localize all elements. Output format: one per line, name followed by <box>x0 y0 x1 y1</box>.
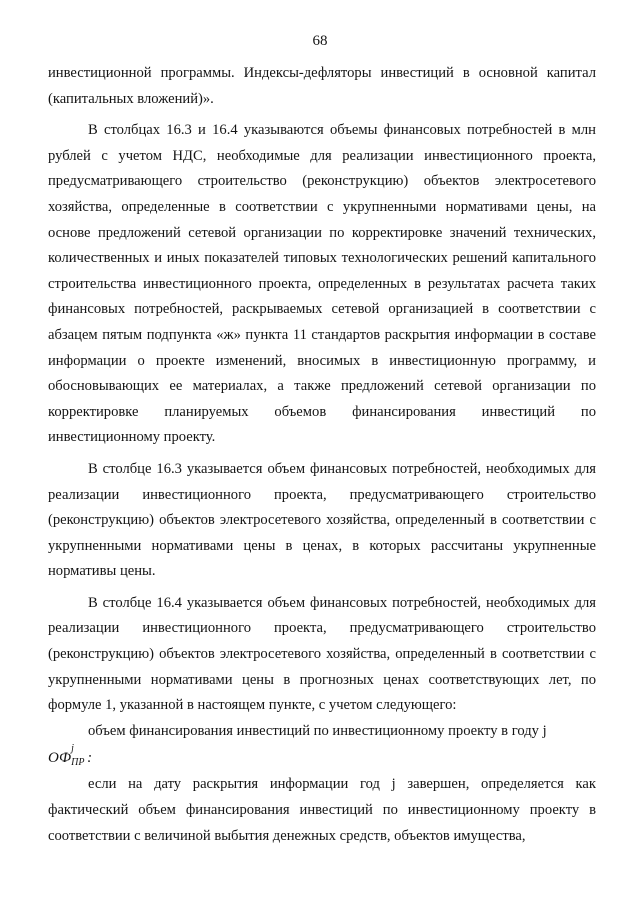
formula-subscript: ПР <box>71 757 85 769</box>
formula-of-pr <box>48 744 596 772</box>
paragraph-columns-16-3-16-4: В столбцах 16.3 и 16.4 указываются объемы финансовых потребностей в млн рублей с учетом НДС, необходимые для реализации инвестиционного проекта, предусматривающего строительство (реконструкцию) объектов электросетевого хозяйства, определенные в соответствии с укрупненными нормативами цены, на основе предложений сетевой организации по корректировке значений технических, количественных и иных показателей типовых технологических решений капитального строительства инвестиционного проекта, определенных в результатах расчета таких финансовых потребностей, раскрываемых сетевой организацией в соответствии с абзацем пятым подпункта «ж» пункта 11 стандартов раскрытия информации в составе информации о проекте изменений, вносимых в инвестиционную программу, и обосновывающих ее материалах, а также предложений сетевой организации по корректировке планируемых объемов финансирования инвестиций по инвестиционному проекту. <box>48 122 596 446</box>
document-body <box>48 61 596 849</box>
formula-scripts <box>71 743 87 769</box>
formula-base: ОФ <box>48 750 72 767</box>
paragraph-continuation: инвестиционной программы. Индексы-дефляторы инвестиций в основной капитал (капитальных вложений)». <box>48 65 596 107</box>
paragraph-column-16-4: В столбце 16.4 указывается объем финансовых потребностей, необходимых для реализации инвестиционного проекта, предусматривающего строительство (реконструкцию) объектов электросетевого хозяйства, определенный в соответствии с укрупненными нормативами цены в прогнозных ценах соответствующих лет, по формуле 1, указанной в настоящем пункте, с учетом следующего: <box>48 594 596 714</box>
formula-suffix: : <box>87 750 93 767</box>
page-number: 68 <box>312 33 328 49</box>
paragraph-year-completed: если на дату раскрытия информации год j завершен, определяется как фактический объем финансирования инвестиций по инвестиционному проекту в соответствии с величиной выбытия денежных средств, объектов имущества, <box>48 776 596 844</box>
paragraph-column-16-3: В столбце 16.3 указывается объем финансовых потребностей, необходимых для реализации инвестиционного проекта, предусматривающего строительство (реконструкцию) объектов электросетевого хозяйства, определенный в соответствии с укрупненными нормативами цены в ценах, в которых рассчитаны укрупненные нормативы цены. <box>48 460 596 580</box>
formula-superscript: j <box>71 743 74 755</box>
paragraph-financing-volume: объем финансирования инвестиций по инвестиционному проекту в году j <box>88 722 547 739</box>
